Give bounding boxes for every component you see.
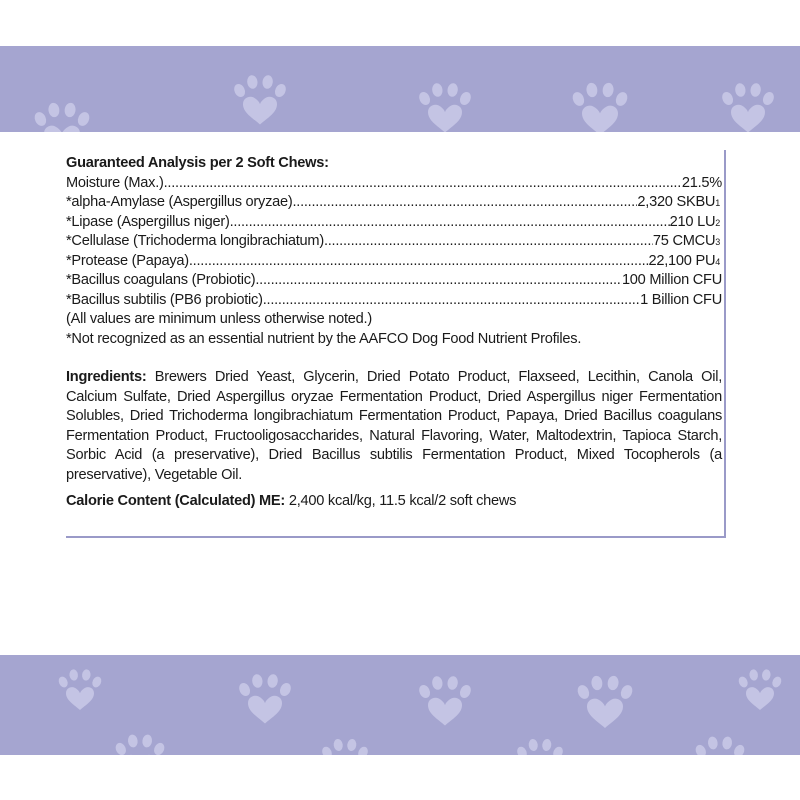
paw-print-icon	[570, 82, 629, 132]
paw-pattern-top	[0, 46, 800, 132]
paw-print-icon	[57, 669, 103, 710]
paw-print-icon	[237, 674, 293, 724]
ingredients-label: Ingredients:	[66, 369, 147, 385]
paw-print-icon	[320, 738, 369, 755]
paw-print-icon	[575, 675, 634, 728]
paw-print-icon	[32, 102, 91, 132]
analysis-panel	[66, 150, 726, 538]
top-decorative-band	[0, 46, 800, 132]
analysis-row-moisture: Moisture (Max.) ..... 21.5%	[66, 174, 722, 194]
paw-print-icon	[114, 734, 167, 755]
calorie-value: 2,400 kcal/kg, 11.5 kcal/2 soft chews	[288, 493, 517, 509]
aafco-note: *Not recognized as an essential nutrient by the AAFCO Dog Food Nutrient Profiles.	[66, 330, 582, 347]
ingredients-text: Brewers Dried Yeast, Glycerin, Dried Potato Product, Flaxseed, Lecithin, Canola Oil, Calcium Sulfate, Dried Aspergillus oryzae Fermentation Product, Dried Aspergillus niger Fermentation Solubles, Dried Trichoderma longibrachiatum Fermentation Product, Papaya, Dried Bacillus coagulans Fermentation Product, Fructooligosaccharides, Natural Flavoring, Water, Maltodextrin, Tapioca Starch, Sorbic Acid (a preservative), Dried Bacillus subtilis Fermentation Product, Mixed Tocopherols (a preservative), Vegetable Oil.	[66, 369, 722, 483]
analysis-row-amylase: *alpha-Amylase (Aspergillus oryzae) ..... 2,320 SKBU 1	[66, 193, 720, 213]
analysis-heading: Guaranteed Analysis per 2 Soft Chews:	[66, 155, 329, 171]
paw-print-icon	[515, 738, 564, 755]
analysis-row-protease: *Protease (Papaya) ..... 22,100 PU 4	[66, 252, 720, 272]
paw-print-icon	[737, 669, 783, 710]
analysis-row-lipase: *Lipase (Aspergillus niger) ..... 210 LU 2	[66, 213, 720, 233]
minimum-values-note: (All values are minimum unless otherwise noted.)	[66, 311, 372, 327]
calorie-label: Calorie Content (Calculated) ME:	[66, 493, 286, 509]
bottom-decorative-band	[0, 655, 800, 755]
paw-print-icon	[720, 83, 776, 132]
analysis-row-bacillus-coagulans: *Bacillus coagulans (Probiotic) ..... 100 Million CFU	[66, 271, 722, 291]
paw-print-icon	[694, 736, 747, 755]
paw-pattern-bottom	[0, 655, 800, 755]
calorie-content	[66, 492, 724, 512]
paw-print-icon	[417, 83, 473, 132]
paw-print-icon	[417, 676, 473, 726]
analysis-row-bacillus-subtilis: *Bacillus subtilis (PB6 probiotic) ..... 1 Billion CFU	[66, 291, 722, 311]
paw-print-icon	[232, 75, 288, 125]
ingredients-paragraph	[66, 368, 722, 485]
analysis-row-cellulase: *Cellulase (Trichoderma longibrachiatum) ..... 75 CMCU 3	[66, 232, 720, 252]
